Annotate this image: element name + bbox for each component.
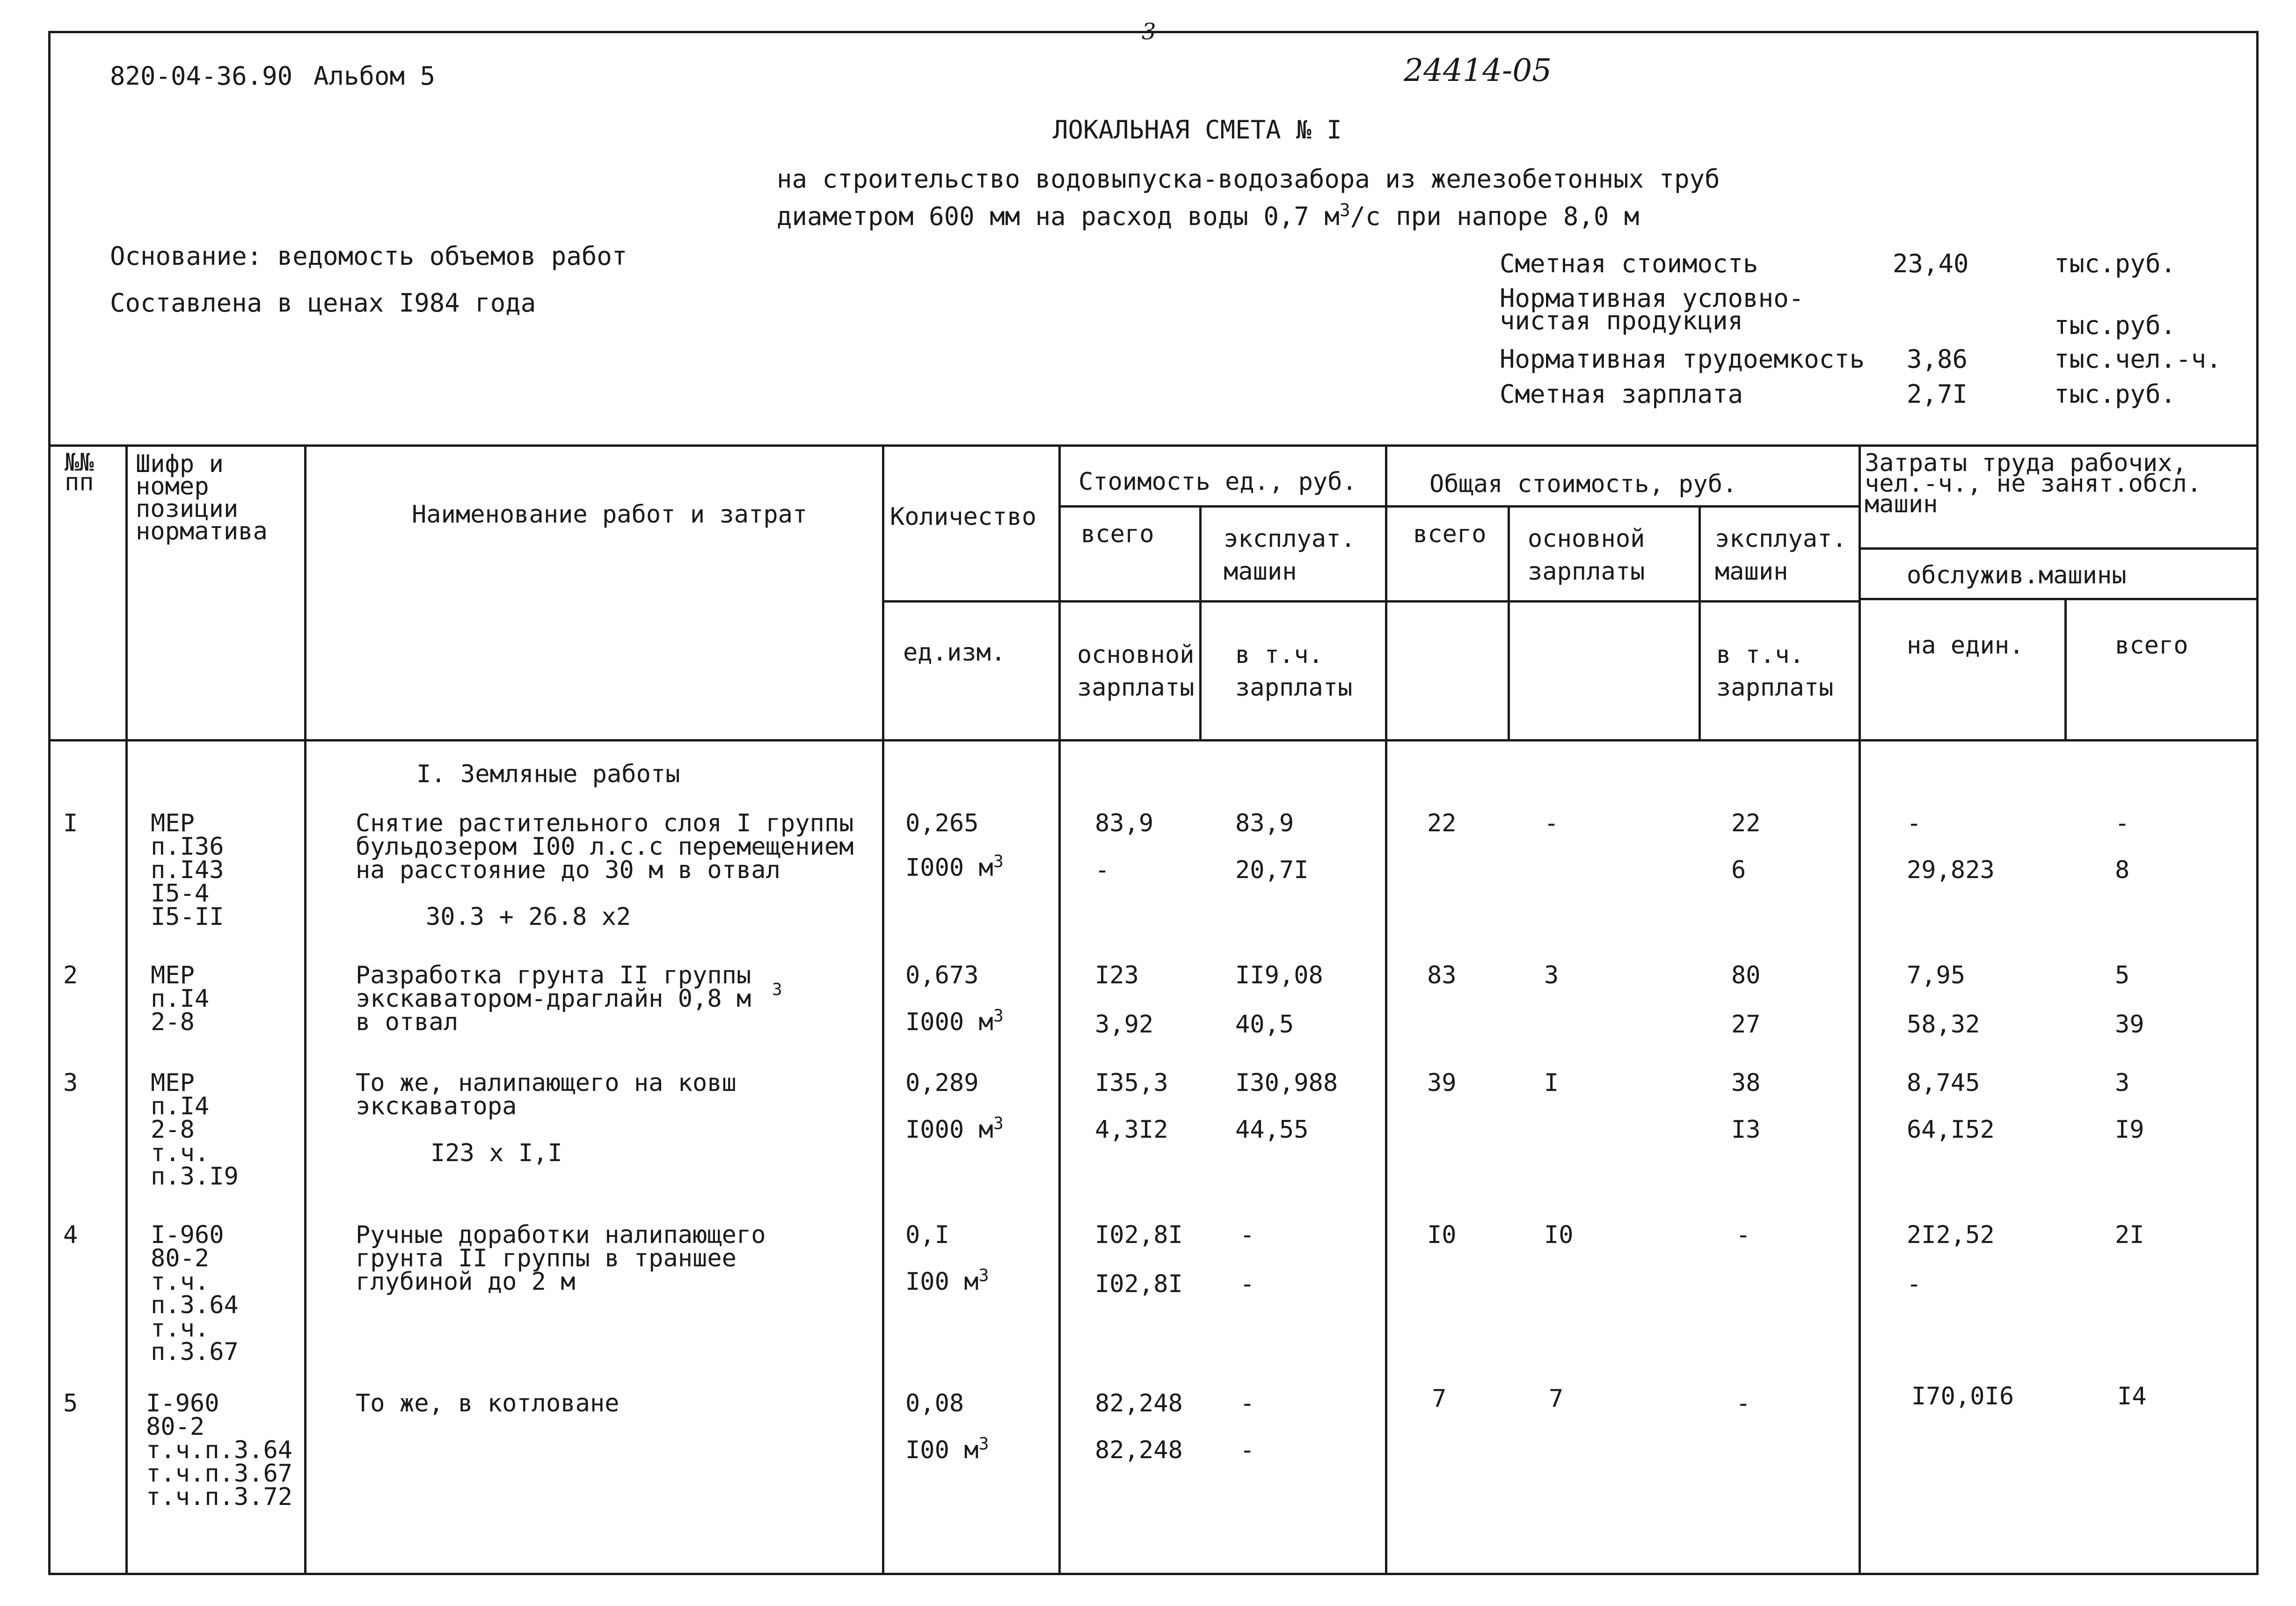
row-number: 5 [63, 1389, 78, 1417]
row-uc-wage: I02,8I [1095, 1270, 1183, 1298]
row-unit: I000 $м^3$ [905, 1113, 1004, 1144]
row-tc-mach: 80 [1731, 961, 1761, 989]
row-uc-mach: - [1240, 1389, 1255, 1417]
col-header-tc-mach: эксплуат. машин [1715, 525, 1847, 586]
summary-unit-wages: тыс.руб. [2054, 379, 2176, 409]
row-uc-mach: II9,08 [1235, 961, 1323, 989]
col-header-unit: ед.изм. [903, 639, 1006, 667]
col-header-labor-sub: обслужив.машины [1907, 561, 2127, 589]
row-labor-unit-machines: - [1907, 1270, 1922, 1298]
row-uc-total: I35,3 [1095, 1069, 1168, 1097]
col-header-labor-unit: на един. [1907, 632, 2024, 660]
col-line [1385, 444, 1387, 1575]
col-line [1058, 444, 1061, 1575]
row-uc-total: I23 [1095, 961, 1139, 989]
row-uc-mach-wage: - [1240, 1270, 1255, 1298]
col-header-unit-cost: Стоимость ед., руб. [1079, 468, 1357, 496]
row-qty: 0,673 [905, 961, 979, 989]
row-line [1058, 505, 1859, 508]
row-tc-total: 83 [1427, 961, 1457, 989]
row-line [1859, 547, 2259, 550]
row-work-name: Снятие растительного слоя I группы бульдозером I00 л.с.с перемещением на расстояние до 30 м в отвал [356, 809, 854, 884]
row-uc-wage: 82,248 [1095, 1436, 1183, 1464]
document-code: 820-04-36.90 [110, 61, 293, 91]
row-uc-total: I02,8I [1095, 1221, 1183, 1249]
row-uc-mach: 83,9 [1235, 809, 1294, 837]
row-tc-total: I0 [1427, 1221, 1457, 1249]
col-header-tc-total: всего [1413, 520, 1487, 548]
row-labor-unit: 2I2,52 [1907, 1221, 1995, 1249]
summary-label-labor: Нормативная трудоемкость [1500, 344, 1865, 374]
row-cipher: I-960 80-2 т.ч. п.3.64 т.ч. п.3.67 [151, 1221, 239, 1366]
row-labor-unit: 8,745 [1907, 1069, 1980, 1097]
row-labor-unit-machines: 29,823 [1907, 856, 1995, 884]
col-header-tc-wage: основной зарплаты [1528, 525, 1645, 586]
estimate-title: ЛОКАЛЬНАЯ СМЕТА № I [1053, 115, 1342, 145]
row-work-name: То же, в котловане [356, 1389, 620, 1417]
row-qty: 0,I [905, 1221, 949, 1249]
row-uc-mach: I30,988 [1235, 1069, 1338, 1097]
col-line [2064, 599, 2067, 741]
row-labor-unit: - [1907, 809, 1922, 837]
row-tc-wage: I [1544, 1069, 1559, 1097]
col-line [1508, 508, 1510, 741]
row-uc-mach-wage: 44,55 [1235, 1116, 1309, 1144]
row-labor-total: 3 [2115, 1069, 2130, 1097]
col-header-uc-wage: основной зарплаты [1077, 641, 1195, 702]
row-work-name: Разработка грунта II группы экскаватором-драглайн 0,8 м в отвал [356, 961, 751, 1036]
row-tc-mach-wage: I3 [1731, 1116, 1761, 1144]
row-line [48, 739, 2259, 741]
row-uc-wage: 4,3I2 [1095, 1116, 1168, 1144]
row-labor-total: 5 [2115, 961, 2130, 989]
summary-unit-labor: тыс.чел.-ч. [2054, 344, 2222, 374]
row-labor-total: 2I [2115, 1221, 2144, 1249]
summary-label-net-product: Нормативная условно- чистая продукция [1500, 283, 1804, 335]
col-line [1199, 508, 1202, 741]
col-header-qty: Количество [890, 503, 1037, 531]
row-uc-mach-wage: 20,7I [1235, 856, 1309, 884]
page-number: 3 [1142, 19, 1156, 45]
row-tc-wage: - [1544, 809, 1559, 837]
row-line [882, 600, 1859, 603]
row-work-name: То же, налипающего на ковш экскаватора [356, 1069, 736, 1120]
summary-label-cost: Сметная стоимость [1500, 249, 1758, 278]
col-line [125, 444, 128, 1575]
col-header-labor-total: всего [2115, 632, 2188, 660]
row-work-name: Ручные доработки налипающего грунта II группы в траншее глубиной до 2 м [356, 1221, 766, 1296]
row-labor-unit-machines: 58,32 [1907, 1010, 1980, 1039]
row-tc-wage: 3 [1544, 961, 1559, 989]
row-tc-total: 7 [1432, 1385, 1447, 1413]
row-cipher: МЕР п.I4 2-8 [151, 961, 210, 1036]
col-line [882, 444, 884, 1575]
col-header-num: №№ пп [65, 449, 94, 496]
row-formula: 30.3 + 26.8 x2 [426, 903, 631, 931]
row-formula: I23 x I,I [430, 1139, 562, 1167]
album-label: Альбом 5 [313, 61, 436, 91]
summary-label-wages: Сметная зарплата [1500, 379, 1743, 409]
row-labor-total: - [2115, 809, 2130, 837]
row-number: 2 [63, 961, 78, 989]
row-uc-mach-wage: 40,5 [1235, 1010, 1294, 1039]
row-tc-total: 39 [1427, 1069, 1457, 1097]
row-tc-mach: - [1736, 1221, 1751, 1249]
row-cipher: МЕР п.I36 п.I43 I5-4 I5-II [151, 809, 224, 931]
header-divider [48, 444, 2259, 447]
row-uc-mach: - [1240, 1221, 1255, 1249]
row-cipher: I-960 80-2 т.ч.п.3.64 т.ч.п.3.67 т.ч.п.3.72 [146, 1389, 293, 1511]
row-labor-total-machines: I9 [2115, 1116, 2144, 1144]
row-number: 4 [63, 1221, 78, 1249]
estimate-subtitle-line2: диаметром 600 мм на расход воды 0,7 $м^3/с$ при напоре 8,0 м [777, 200, 1640, 231]
summary-unit-cost: тыс.руб. [2054, 249, 2176, 278]
row-tc-mach-wage: 6 [1731, 856, 1746, 884]
row-labor-unit-machines: 64,I52 [1907, 1116, 1995, 1144]
row-unit: I00 $м^3$ [905, 1433, 989, 1464]
row-tc-total: 22 [1427, 809, 1457, 837]
row-number: I [63, 809, 78, 837]
col-line [304, 444, 306, 1575]
row-unit: I00 $м^3$ [905, 1265, 989, 1296]
row-tc-mach: 22 [1731, 809, 1761, 837]
basis-text: Основание: ведомость объемов работ [110, 241, 627, 271]
row-labor-total-machines: 39 [2115, 1010, 2144, 1039]
prices-text: Составлена в ценах I984 года [110, 288, 536, 318]
row-uc-total: 83,9 [1095, 809, 1154, 837]
row-tc-mach-wage: 27 [1731, 1010, 1761, 1039]
col-header-total-cost: Общая стоимость, руб. [1429, 470, 1737, 498]
row-tc-wage: I0 [1544, 1221, 1574, 1249]
row-uc-mach-wage: - [1240, 1436, 1255, 1464]
row-number: 3 [63, 1069, 78, 1097]
row-tc-wage: 7 [1549, 1385, 1564, 1413]
row-qty: 0,265 [905, 809, 979, 837]
col-header-uc-total: всего [1081, 520, 1154, 548]
summary-value-cost: 23,40 [1893, 249, 1969, 278]
estimate-subtitle-line1: на строительство водовыпуска-водозабора из железобетонных труб [777, 164, 1720, 194]
row-unit: I000 $м^3$ [905, 851, 1004, 882]
row-labor-unit: 7,95 [1907, 961, 1966, 989]
row-uc-wage: - [1095, 856, 1110, 884]
row-qty: 0,289 [905, 1069, 979, 1097]
handwritten-reference: 24414-05 [1404, 52, 1552, 88]
summary-value-wages: 2,7I [1907, 379, 1968, 409]
row-tc-mach: 38 [1731, 1069, 1761, 1097]
col-header-name: Наименование работ и затрат [412, 501, 808, 529]
row-labor-total: I4 [2117, 1382, 2147, 1410]
section-title: I. Земляные работы [416, 760, 680, 788]
row-uc-total: 82,248 [1095, 1389, 1183, 1417]
col-header-cipher: Шифр и номер позиции норматива [136, 450, 268, 545]
row-line [1859, 598, 2259, 600]
row-labor-total-machines: 8 [2115, 856, 2130, 884]
row-labor-unit: I70,0I6 [1911, 1382, 2014, 1410]
row-qty: 0,08 [905, 1389, 964, 1417]
row-tc-mach: - [1736, 1389, 1751, 1417]
col-header-uc-mach-wage: в т.ч. зарплаты [1235, 641, 1353, 702]
row-unit: I000 $м^3$ [905, 1005, 1004, 1036]
row-uc-wage: 3,92 [1095, 1010, 1154, 1039]
col-line [1698, 508, 1701, 741]
col-line [1859, 444, 1861, 1575]
summary-value-labor: 3,86 [1907, 344, 1968, 374]
row-cipher: МЕР п.I4 2-8 т.ч. п.3.I9 [151, 1069, 239, 1191]
summary-unit-net-product: тыс.руб. [2054, 311, 2176, 340]
col-header-uc-mach: эксплуат. машин [1224, 525, 1356, 586]
col-header-tc-mach-wage: в т.ч. зарплаты [1716, 641, 1834, 702]
col-header-labor: Затраты труда рабочих, чел.-ч., не занят.обсл. машин [1865, 449, 2202, 518]
row-work-name-superscript: 3 [772, 980, 782, 999]
